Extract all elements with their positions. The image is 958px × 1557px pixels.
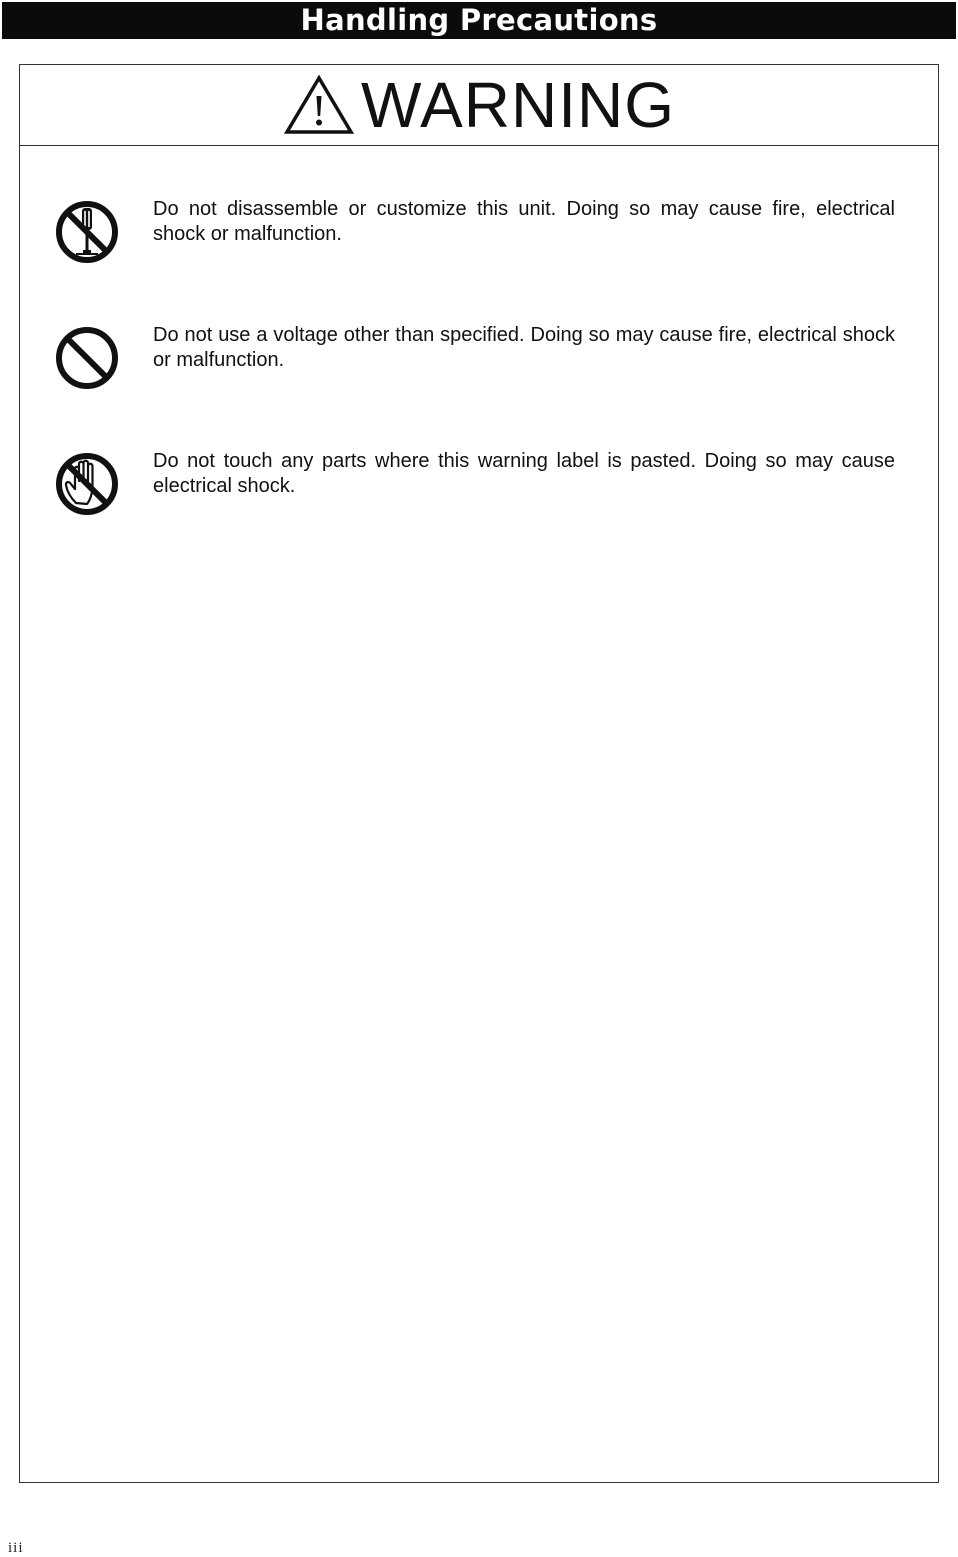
no-disassembly-icon xyxy=(54,199,120,265)
warning-item-text: Do not touch any parts where this warning label is pasted. Doing so may cause electrical shock. xyxy=(153,450,895,497)
page-title: Handling Precautions xyxy=(300,3,658,37)
page-number: iii xyxy=(8,1540,24,1556)
warning-heading: WARNING xyxy=(361,69,675,141)
warning-frame xyxy=(19,64,939,1483)
title-bar xyxy=(2,2,956,39)
no-touch-icon xyxy=(54,451,120,517)
warning-item-text: Do not use a voltage other than specified. Doing so may cause fire, electrical shock or malfunction. xyxy=(153,324,895,371)
warning-header xyxy=(20,65,938,146)
prohibition-icon xyxy=(54,325,120,391)
warning-item-text: Do not disassemble or customize this unit. Doing so may cause fire, electrical shock or malfunction. xyxy=(153,198,895,245)
warning-triangle-icon xyxy=(283,74,355,136)
